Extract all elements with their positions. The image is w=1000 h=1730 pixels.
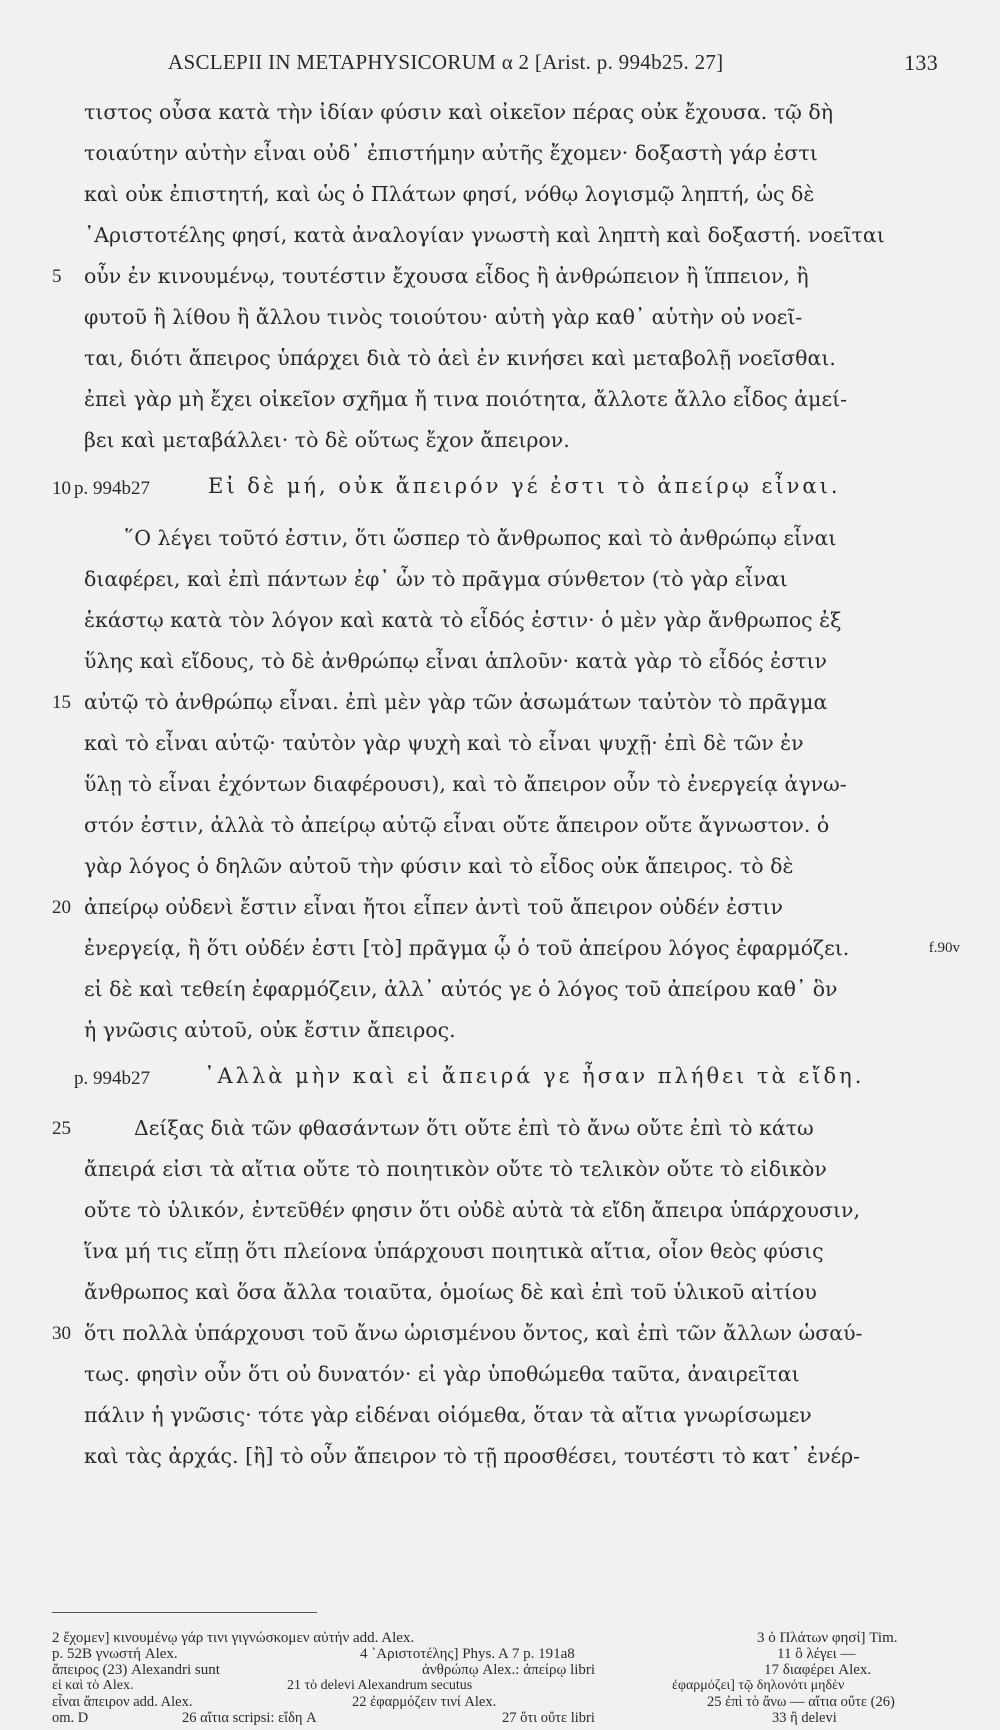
footnote-entry: ἄπειρος (23) Alexandri sunt (52, 1662, 220, 1678)
running-header (168, 50, 938, 75)
margin-folio-note: f.90v (928, 940, 960, 956)
text-line: οὖν ἐν κινουμένῳ, τουτέστιν ἔχουσα εἶδος ἢ ἀνθρώπειον ἢ ἵππειον, ἢ (84, 264, 809, 288)
text-line: Δείξας διὰ τῶν φθασάντων ὅτι οὔτε ἐπὶ τὸ ἄνω οὔτε ἐπὶ τὸ κάτω (134, 1116, 814, 1140)
text-line: ἀπείρῳ οὐδενὶ ἔστιν εἶναι ἤτοι εἶπεν ἀντὶ τοῦ ἄπειρον οὐδέν ἐστιν (84, 895, 783, 919)
line-number: 30 (52, 1323, 71, 1344)
line-number: 15 (52, 692, 71, 713)
footnote-entry: 2 ἔχομεν] κινουμένῳ γάρ τινι γιγνώσκομεν αὐτήν add. Alex. (52, 1630, 415, 1646)
line-number: 20 (52, 897, 71, 918)
text-line: ἑκάστῳ κατὰ τὸν λόγον καὶ κατὰ τὸ εἶδός ἐστιν· ὁ μὲν γὰρ ἄνθρωπος ἐξ (84, 608, 842, 632)
text-line: διαφέρει, καὶ ἐπὶ πάντων ἐφ᾽ ὧν τὸ πρᾶγμα σύνθετον (τὸ γὰρ εἶναι (84, 567, 788, 591)
footnote-rule (52, 1612, 317, 1613)
text-line: ὕλῃ τὸ εἶναι ἐχόντων διαφέρουσι), καὶ τὸ ἄπειρον οὖν τὸ ἐνεργείᾳ ἀγνω- (84, 772, 847, 796)
footnote-entry: ἐφαρμόζει] τῷ δηλονότι μηδὲν (672, 1678, 845, 1693)
text-line: ὕλης καὶ εἴδους, τὸ δὲ ἀνθρώπῳ εἶναι ἁπλοῦν· κατὰ γὰρ τὸ εἶδός ἐστιν (84, 649, 827, 673)
text-line: ἐνεργείᾳ, ἢ ὅτι οὐδέν ἐστι [τὸ] πρᾶγμα ᾧ ὁ τοῦ ἀπείρου λόγος ἐφαρμόζει. (84, 936, 850, 960)
text-line: πάλιν ἡ γνῶσις· τότε γὰρ εἰδέναι οἰόμεθα, ὅταν τὰ αἴτια γνωρίσωμεν (84, 1403, 812, 1427)
text-line: ὅτι πολλὰ ὑπάρχουσι τοῦ ἄνω ὡρισμένου ὄντος, καὶ ἐπὶ τῶν ἄλλων ὡσαύ- (84, 1321, 863, 1345)
text-line: καὶ οὐκ ἐπιστητή, καὶ ὡς ὁ Πλάτων φησί, νόθῳ λογισμῷ ληπτή, ὡς δὲ (84, 182, 815, 206)
text-line: οὔτε τὸ ὑλικόν, ἐντεῦθέν φησιν ὅτι οὐδὲ αὐτὰ τὰ εἴδη ἄπειρα ὑπάρχουσιν, (84, 1198, 860, 1222)
text-line: ᾽Αριστοτέλης φησί, κατὰ ἀναλογίαν γνωστὴ καὶ ληπτὴ καὶ δοξαστή. νοεῖται (84, 223, 885, 247)
footnote-entry: 22 ἐφαρμόζειν τινί Alex. (352, 1694, 497, 1710)
footnote-entry: ἀνθρώπῳ Alex.: ἀπείρῳ libri (422, 1662, 596, 1678)
text-line: τως. φησὶν οὖν ὅτι οὐ δυνατόν· εἰ γὰρ ὑποθώμεθα ταῦτα, ἀναιρεῖται (84, 1362, 800, 1386)
footnote-entry: 3 ὁ Πλάτων φησί] Tim. (757, 1630, 898, 1646)
text-line: βει καὶ μεταβάλλει· τὸ δὲ οὕτως ἔχον ἄπειρον. (84, 428, 570, 452)
text-line: καὶ τὰς ἀρχάς. [ἢ] τὸ οὖν ἄπειρον τὸ τῇ προσθέσει, τουτέστι τὸ κατ᾽ ἐνέρ- (84, 1444, 861, 1468)
text-line: ἡ γνῶσις αὐτοῦ, οὐκ ἔστιν ἄπειρος. (84, 1018, 456, 1042)
line-number: 10 (52, 478, 71, 499)
page-number: 133 (904, 50, 938, 75)
text-line: στόν ἐστιν, ἀλλὰ τὸ ἀπείρῳ αὐτῷ εἶναι οὔτε ἄπειρον οὔτε ἄγνωστον. ὁ (84, 813, 830, 837)
footnote-entry: εἶναι ἄπειρον add. Alex. (52, 1694, 193, 1710)
footnote-entry: 11 ὃ λέγει — (777, 1646, 856, 1662)
text-line: ται, διότι ἄπειρος ὑπάρχει διὰ τὸ ἀεὶ ἐν κινήσει καὶ μεταβολῇ νοεῖσθαι. (84, 346, 836, 370)
text-line: τιστος οὖσα κατὰ τὴν ἰδίαν φύσιν καὶ οἰκεῖον πέρας οὐκ ἔχουσα. τῷ δὴ (84, 100, 834, 124)
footnote-entry: p. 52B γνωστή Alex. (52, 1646, 178, 1662)
footnote-entry: 26 αἴτια scripsi: εἴδη A (182, 1710, 317, 1726)
text-line: φυτοῦ ἢ λίθου ἢ ἄλλου τινὸς τοιούτου· αὐτὴ γὰρ καθ᾽ αὑτὴν οὐ νοεῖ- (84, 305, 803, 329)
lemma-reference: p. 994b27 (74, 478, 150, 499)
footnote-entry: 33 ἢ delevi (772, 1710, 837, 1726)
lemma-reference: p. 994b27 (74, 1068, 150, 1089)
text-line: ἐπεὶ γὰρ μὴ ἔχει οἰκεῖον σχῆμα ἤ τινα ποιότητα, ἄλλοτε ἄλλο εἶδος ἀμεί- (84, 387, 848, 411)
text-line: καὶ τὸ εἶναι αὐτῷ· ταὐτὸν γὰρ ψυχὴ καὶ τὸ εἶναι ψυχῇ· ἐπὶ δὲ τῶν ἐν (84, 731, 804, 755)
text-line: τοιαύτην αὐτὴν εἶναι οὐδ᾽ ἐπιστήμην αὐτῆς ἔχομεν· δοξαστὴ γάρ ἐστι (84, 141, 818, 165)
running-title: ASCLEPII IN METAPHYSICORUM α 2 [Arist. p. 994b25. 27] (168, 50, 724, 74)
text-line: ἄπειρά εἰσι τὰ αἴτια οὔτε τὸ ποιητικὸν οὔτε τὸ τελικὸν οὔτε τὸ εἰδικὸν (84, 1157, 827, 1181)
text-line: εἰ δὲ καὶ τεθείη ἐφαρμόζειν, ἀλλ᾽ αὐτός γε ὁ λόγος τοῦ ἀπείρου καθ᾽ ὃν (84, 977, 838, 1001)
text-line: ῞Ο λέγει τοῦτό ἐστιν, ὅτι ὥσπερ τὸ ἄνθρωπος καὶ τὸ ἀνθρώπῳ εἶναι (124, 526, 837, 550)
footnote-entry: 17 διαφέρει Alex. (764, 1662, 872, 1678)
lemma-text: ᾽Αλλὰ μὴν καὶ εἰ ἄπειρά γε ἦσαν πλήθει τὰ εἴδη. (204, 1064, 865, 1088)
text-line: αὐτῷ τὸ ἀνθρώπῳ εἶναι. ἐπὶ μὲν γὰρ τῶν ἀσωμάτων ταὐτὸν τὸ πρᾶγμα (84, 690, 828, 714)
footnote-entry: 27 ὅτι οὔτε libri (502, 1710, 595, 1726)
line-number: 25 (52, 1118, 71, 1139)
footnote-entry: εἰ καὶ τὸ Alex. (52, 1678, 134, 1693)
footnote-entry: 4 ᾽Αριστοτέλης] Phys. A 7 p. 191a8 (360, 1646, 575, 1662)
lemma-text: Εἰ δὲ μή, οὐκ ἄπειρόν γέ ἐστι τὸ ἀπείρῳ εἶναι. (208, 474, 841, 498)
text-line: ἵνα μή τις εἴπῃ ὅτι πλείονα ὑπάρχουσι ποιητικὰ αἴτια, οἷον θεὸς φύσις (84, 1239, 824, 1263)
footnote-entry: 21 τὸ delevi Alexandrum secutus (287, 1678, 473, 1693)
text-line: γὰρ λόγος ὁ δηλῶν αὐτοῦ τὴν φύσιν καὶ τὸ εἶδος οὐκ ἄπειρος. τὸ δὲ (84, 854, 794, 878)
footnote-entry: 25 ἐπὶ τὸ ἄνω — αἴτια οὔτε (26) (707, 1694, 895, 1710)
text-line: ἄνθρωπος καὶ ὅσα ἄλλα τοιαῦτα, ὁμοίως δὲ καὶ ἐπὶ τοῦ ὑλικοῦ αἰτίου (84, 1280, 817, 1304)
line-number: 5 (52, 266, 62, 287)
footnote-entry: om. D (52, 1710, 89, 1726)
